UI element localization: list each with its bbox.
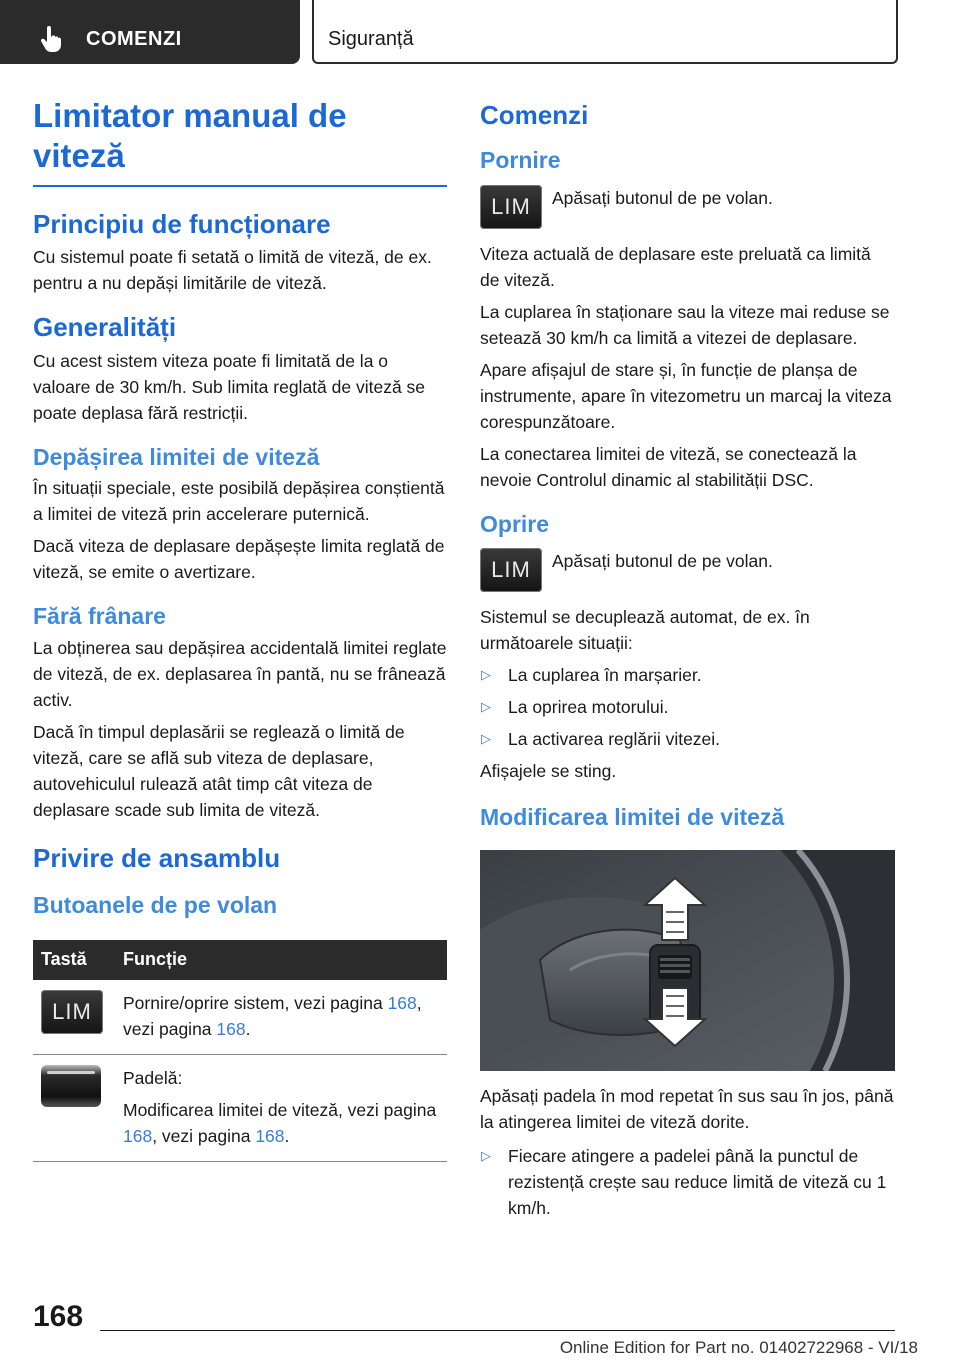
mod-text-1: Apăsați padela în mod repetat în sus sau în jos, până la atingerea limitei de viteză dorite. bbox=[480, 1085, 894, 1132]
stop-action-text: Apăsați butonul de pe volan. bbox=[552, 551, 773, 572]
heading-depasirea: Depășirea limitei de viteză bbox=[33, 443, 320, 470]
row2-text-end: . bbox=[284, 1125, 290, 1146]
left-column bbox=[33, 96, 447, 1162]
stop-text-1: Sistemul se decuplează automat, de ex. în următoarele situații: bbox=[480, 607, 810, 654]
list-item bbox=[480, 694, 895, 720]
heading-butoanele: Butoanele de pe volan bbox=[33, 891, 278, 918]
start-text-1: Viteza actuală de deplasare este preluată ca limită de viteză. bbox=[480, 243, 871, 290]
heading-generalitati: Generalități bbox=[33, 312, 177, 343]
text-fara-franare-2: Dacă în timpul deplasării se reglează o limită de viteză, care se află sub viteza de deplasare, autovehiculul rulează atât timp cât viteza de deplasare scade sub limita de viteză. bbox=[33, 721, 405, 820]
paddle-icon bbox=[41, 1065, 101, 1107]
row1-text-end: . bbox=[245, 1018, 251, 1039]
page-link[interactable]: 168 bbox=[123, 1125, 153, 1146]
chapter-tab[interactable] bbox=[0, 0, 300, 64]
list-item-text: La oprirea motorului. bbox=[508, 697, 669, 718]
row2-text-pre: Modificarea limitei de viteză, vezi pagina bbox=[123, 1099, 437, 1120]
start-action-text: Apăsați butonul de pe volan. bbox=[552, 187, 773, 208]
heading-privire: Privire de ansamblu bbox=[33, 842, 281, 873]
heading-comenzi: Comenzi bbox=[480, 100, 589, 130]
row1-text-pre: Pornire/oprire sistem, vezi pagina bbox=[123, 992, 388, 1013]
chapter-label: COMENZI bbox=[86, 28, 182, 50]
triangle-right-icon: ▷ bbox=[481, 667, 491, 683]
lim-button-icon: LIM bbox=[480, 548, 542, 592]
text-depasirea-2: Dacă viteza de deplasare depășește limita reglată de viteză, se emite o avertizare. bbox=[33, 536, 445, 583]
section-label: Siguranță bbox=[328, 28, 414, 50]
triangle-right-icon: ▷ bbox=[481, 1147, 491, 1163]
table-header-functie: Funcție bbox=[115, 940, 447, 980]
table-cell-function bbox=[115, 1054, 447, 1161]
table-row2-line1: Padelă: bbox=[123, 1067, 183, 1088]
lim-button-icon: LIM bbox=[41, 990, 103, 1034]
list-item-text: Fiecare atingere a padelei până la punctul de rezistență crește sau reduce limită de viteză cu 1 km/h. bbox=[508, 1145, 887, 1218]
table-header-tasta: Tastă bbox=[33, 940, 115, 980]
text-generalitati: Cu acest sistem viteza poate fi limitată de la o valoare de 30 km/h. Sub limita reglată de viteză se poate deplasa fără restricții. bbox=[33, 350, 426, 423]
steering-buttons-table bbox=[33, 940, 447, 1162]
triangle-right-icon: ▷ bbox=[481, 731, 491, 747]
list-item bbox=[480, 1143, 895, 1221]
text-fara-franare-1: La obținerea sau depășirea accidentală limitei reglate de viteză, de ex. deplasarea în pantă, nu se frânează activ. bbox=[33, 637, 447, 710]
table-cell-icon bbox=[33, 980, 115, 1055]
page-header bbox=[0, 0, 960, 66]
heading-fara-franare: Fără frânare bbox=[33, 603, 166, 630]
start-action-row bbox=[480, 185, 895, 229]
section-tab[interactable] bbox=[312, 0, 898, 64]
footer-divider bbox=[100, 1330, 895, 1331]
table-row2-text bbox=[123, 1097, 439, 1149]
table-header-row bbox=[33, 940, 447, 980]
start-text-3: Apare afișajul de stare și, în funcție de planșa de instrumente, apare în vitezometru un marcaj la viteza corespunzătoare. bbox=[480, 359, 892, 432]
right-column bbox=[480, 100, 895, 1221]
stop-text-2: Afișajele se sting. bbox=[480, 761, 617, 782]
heading-principiu: Principiu de funcționare bbox=[33, 209, 331, 240]
page-link[interactable]: 168 bbox=[216, 1018, 246, 1039]
hand-pointer-icon bbox=[40, 26, 62, 52]
start-text-2: La cuplarea în staționare sau la viteze mai reduse se setează 30 km/h ca limită a vitezei de deplasare. bbox=[480, 301, 890, 348]
table-cell-icon bbox=[33, 1054, 115, 1161]
table-row bbox=[33, 980, 447, 1055]
list-item bbox=[480, 726, 895, 752]
heading-pornire: Pornire bbox=[480, 147, 561, 174]
lim-button-icon: LIM bbox=[480, 185, 542, 229]
row1-text-mid: , vezi pagina bbox=[123, 992, 422, 1039]
heading-modificarea: Modificarea limitei de viteză bbox=[480, 804, 785, 831]
table-row bbox=[33, 1054, 447, 1161]
row2-text-mid: , vezi pagina bbox=[152, 1125, 256, 1146]
table-cell-function bbox=[115, 980, 447, 1055]
text-principiu: Cu sistemul poate fi setată o limită de viteză, de ex. pentru a nu depăși limitările de viteză. bbox=[33, 247, 432, 294]
stop-action-row bbox=[480, 548, 895, 592]
text-depasirea-1: În situații speciale, este posibilă depășirea conștientă a limitei de viteză prin accelerare puternică. bbox=[33, 478, 445, 525]
page-title: Limitator manual de viteză bbox=[33, 96, 447, 187]
page-link[interactable]: 168 bbox=[387, 992, 417, 1013]
heading-oprire: Oprire bbox=[480, 510, 550, 537]
list-item-text: La cuplarea în marșarier. bbox=[508, 665, 702, 686]
start-text-4: La conectarea limitei de viteză, se conectează la nevoie Controlul dinamic al stabilității DSC. bbox=[480, 443, 857, 490]
triangle-right-icon: ▷ bbox=[481, 699, 491, 715]
page-number: 168 bbox=[33, 1300, 84, 1333]
list-item bbox=[480, 662, 895, 688]
mod-list bbox=[480, 1143, 895, 1221]
page-link[interactable]: 168 bbox=[255, 1125, 285, 1146]
table-row1-text bbox=[123, 990, 439, 1042]
steering-wheel-illustration bbox=[480, 850, 895, 1071]
list-item-text: La activarea reglării vitezei. bbox=[508, 729, 721, 750]
edition-note: Online Edition for Part no. 01402722968 - VI/18 bbox=[559, 1338, 918, 1357]
stop-list bbox=[480, 662, 895, 752]
